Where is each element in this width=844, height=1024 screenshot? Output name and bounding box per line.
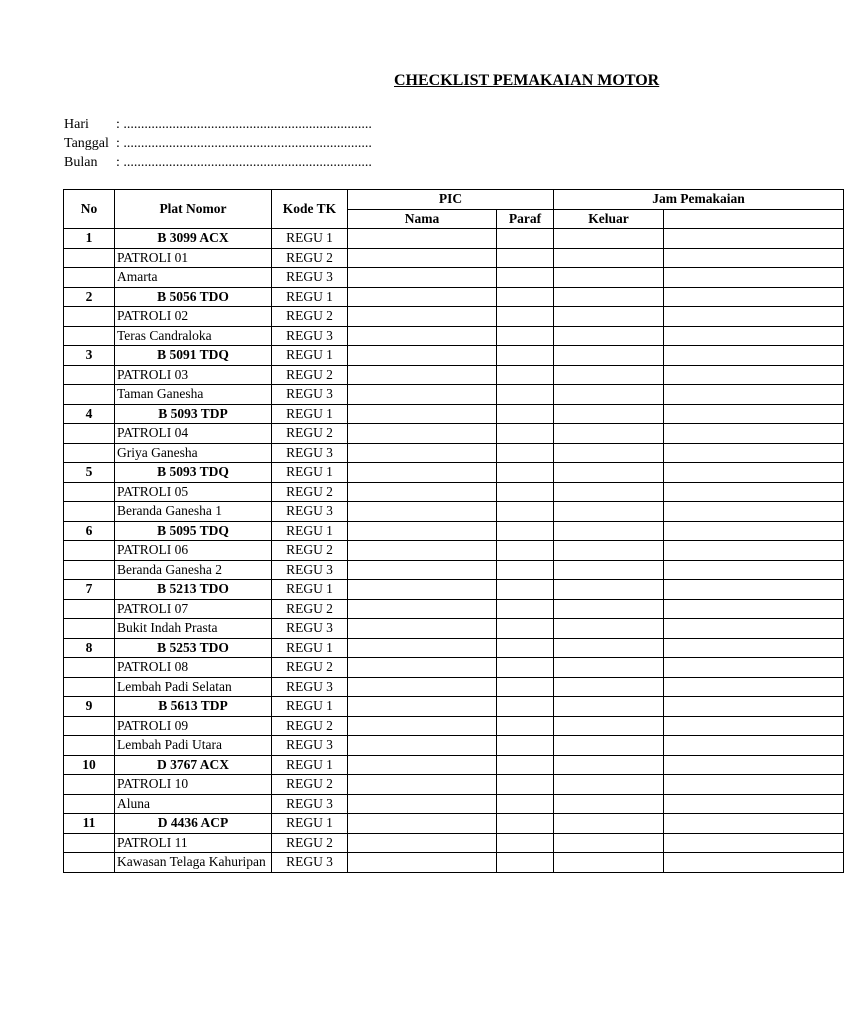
row-number-empty (64, 560, 115, 580)
nama-cell[interactable] (348, 521, 497, 541)
kode-tk: REGU 2 (272, 658, 348, 678)
kode-tk: REGU 3 (272, 677, 348, 697)
masuk-cell[interactable] (664, 424, 844, 444)
masuk-cell[interactable] (664, 443, 844, 463)
nama-cell[interactable] (348, 346, 497, 366)
header-plat-nomor: Plat Nomor (115, 190, 272, 229)
paraf-cell[interactable] (497, 619, 554, 639)
paraf-cell[interactable] (497, 463, 554, 483)
kode-tk: REGU 1 (272, 346, 348, 366)
table-row (64, 521, 844, 541)
row-number-empty (64, 307, 115, 327)
kode-tk: REGU 3 (272, 502, 348, 522)
table-row (64, 658, 844, 678)
paraf-cell[interactable] (497, 307, 554, 327)
paraf-cell[interactable] (497, 814, 554, 834)
keluar-cell[interactable] (554, 365, 664, 385)
area-name: Lembah Padi Selatan (115, 677, 272, 697)
paraf-cell[interactable] (497, 268, 554, 288)
paraf-cell[interactable] (497, 794, 554, 814)
table-row (64, 326, 844, 346)
document-title: CHECKLIST PEMAKAIAN MOTOR (394, 72, 660, 89)
plate-number: B 5056 TDO (115, 287, 272, 307)
paraf-cell[interactable] (497, 521, 554, 541)
masuk-cell[interactable] (664, 307, 844, 327)
table-row (64, 599, 844, 619)
nama-cell[interactable] (348, 658, 497, 678)
masuk-cell[interactable] (664, 463, 844, 483)
row-number-empty (64, 853, 115, 873)
kode-tk: REGU 3 (272, 853, 348, 873)
plate-number: B 5095 TDQ (115, 521, 272, 541)
masuk-cell[interactable] (664, 229, 844, 249)
masuk-cell[interactable] (664, 716, 844, 736)
paraf-cell[interactable] (497, 443, 554, 463)
patrol-name: PATROLI 05 (115, 482, 272, 502)
nama-cell[interactable] (348, 736, 497, 756)
table-row (64, 346, 844, 366)
keluar-cell[interactable] (554, 638, 664, 658)
nama-cell[interactable] (348, 716, 497, 736)
keluar-cell[interactable] (554, 677, 664, 697)
plate-number: B 5091 TDQ (115, 346, 272, 366)
masuk-cell[interactable] (664, 794, 844, 814)
paraf-cell[interactable] (497, 229, 554, 249)
keluar-cell[interactable] (554, 775, 664, 795)
row-number-empty (64, 268, 115, 288)
nama-cell[interactable] (348, 755, 497, 775)
meta-label: Tanggal (64, 136, 109, 151)
kode-tk: REGU 3 (272, 619, 348, 639)
keluar-cell[interactable] (554, 326, 664, 346)
keluar-cell[interactable] (554, 599, 664, 619)
paraf-cell[interactable] (497, 736, 554, 756)
table-row (64, 443, 844, 463)
row-number-empty (64, 502, 115, 522)
table-row (64, 268, 844, 288)
keluar-cell[interactable] (554, 463, 664, 483)
nama-cell[interactable] (348, 268, 497, 288)
keluar-cell[interactable] (554, 521, 664, 541)
patrol-name: PATROLI 08 (115, 658, 272, 678)
nama-cell[interactable] (348, 385, 497, 405)
table-row (64, 814, 844, 834)
keluar-cell[interactable] (554, 248, 664, 268)
row-number: 5 (64, 463, 115, 483)
table-row (64, 482, 844, 502)
kode-tk: REGU 1 (272, 229, 348, 249)
nama-cell[interactable] (348, 482, 497, 502)
table-row (64, 697, 844, 717)
row-number: 2 (64, 287, 115, 307)
patrol-name: PATROLI 11 (115, 833, 272, 853)
plate-number: B 5253 TDO (115, 638, 272, 658)
paraf-cell[interactable] (497, 287, 554, 307)
meta-value: : ....................................................................... (116, 117, 372, 132)
masuk-cell[interactable] (664, 853, 844, 873)
row-number: 3 (64, 346, 115, 366)
row-number: 11 (64, 814, 115, 834)
table-row (64, 541, 844, 561)
paraf-cell[interactable] (497, 599, 554, 619)
masuk-cell[interactable] (664, 346, 844, 366)
paraf-cell[interactable] (497, 365, 554, 385)
area-name: Griya Ganesha (115, 443, 272, 463)
row-number-empty (64, 775, 115, 795)
nama-cell[interactable] (348, 307, 497, 327)
table-row (64, 853, 844, 873)
nama-cell[interactable] (348, 365, 497, 385)
nama-cell[interactable] (348, 833, 497, 853)
patrol-name: PATROLI 03 (115, 365, 272, 385)
meta-row-hari (64, 115, 372, 134)
meta-row-tanggal (64, 134, 372, 153)
keluar-cell[interactable] (554, 424, 664, 444)
checklist-table (63, 189, 844, 873)
table-row (64, 677, 844, 697)
plate-number: D 3767 ACX (115, 755, 272, 775)
paraf-cell[interactable] (497, 482, 554, 502)
masuk-cell[interactable] (664, 599, 844, 619)
header-jam-pemakaian: Jam Pemakaian (554, 190, 844, 210)
area-name: Kawasan Telaga Kahuripan (115, 853, 272, 873)
patrol-name: PATROLI 09 (115, 716, 272, 736)
area-name: Lembah Padi Utara (115, 736, 272, 756)
row-number: 10 (64, 755, 115, 775)
row-number-empty (64, 736, 115, 756)
meta-label: Hari (64, 117, 89, 132)
masuk-cell[interactable] (664, 619, 844, 639)
paraf-cell[interactable] (497, 385, 554, 405)
nama-cell[interactable] (348, 619, 497, 639)
meta-value: : ....................................................................... (116, 155, 372, 170)
masuk-cell[interactable] (664, 658, 844, 678)
nama-cell[interactable] (348, 463, 497, 483)
masuk-cell[interactable] (664, 502, 844, 522)
row-number: 6 (64, 521, 115, 541)
row-number-empty (64, 658, 115, 678)
keluar-cell[interactable] (554, 385, 664, 405)
keluar-cell[interactable] (554, 833, 664, 853)
keluar-cell[interactable] (554, 794, 664, 814)
plate-number: B 5093 TDQ (115, 463, 272, 483)
row-number-empty (64, 482, 115, 502)
header-no: No (64, 190, 115, 229)
meta-value: : ....................................................................... (116, 136, 372, 151)
paraf-cell[interactable] (497, 755, 554, 775)
kode-tk: REGU 1 (272, 638, 348, 658)
masuk-cell[interactable] (664, 385, 844, 405)
table-row (64, 638, 844, 658)
header-pic: PIC (348, 190, 554, 210)
row-number: 8 (64, 638, 115, 658)
plate-number: B 5093 TDP (115, 404, 272, 424)
kode-tk: REGU 1 (272, 404, 348, 424)
table-row (64, 560, 844, 580)
masuk-cell[interactable] (664, 365, 844, 385)
keluar-cell[interactable] (554, 619, 664, 639)
kode-tk: REGU 2 (272, 775, 348, 795)
table-row (64, 229, 844, 249)
header-kode-tk: Kode TK (272, 190, 348, 229)
patrol-name: PATROLI 02 (115, 307, 272, 327)
patrol-name: PATROLI 07 (115, 599, 272, 619)
kode-tk: REGU 2 (272, 541, 348, 561)
kode-tk: REGU 1 (272, 580, 348, 600)
kode-tk: REGU 3 (272, 268, 348, 288)
paraf-cell[interactable] (497, 424, 554, 444)
kode-tk: REGU 2 (272, 424, 348, 444)
nama-cell[interactable] (348, 638, 497, 658)
row-number-empty (64, 794, 115, 814)
masuk-cell[interactable] (664, 833, 844, 853)
row-number-empty (64, 716, 115, 736)
row-number: 9 (64, 697, 115, 717)
nama-cell[interactable] (348, 814, 497, 834)
kode-tk: REGU 2 (272, 482, 348, 502)
keluar-cell[interactable] (554, 716, 664, 736)
table-row (64, 385, 844, 405)
header-row-top (64, 190, 844, 210)
table-row (64, 502, 844, 522)
paraf-cell[interactable] (497, 502, 554, 522)
kode-tk: REGU 2 (272, 833, 348, 853)
paraf-cell[interactable] (497, 853, 554, 873)
kode-tk: REGU 1 (272, 814, 348, 834)
plate-number: D 4436 ACP (115, 814, 272, 834)
kode-tk: REGU 2 (272, 365, 348, 385)
area-name: Teras Candraloka (115, 326, 272, 346)
paraf-cell[interactable] (497, 833, 554, 853)
nama-cell[interactable] (348, 560, 497, 580)
row-number-empty (64, 385, 115, 405)
nama-cell[interactable] (348, 580, 497, 600)
area-name: Beranda Ganesha 2 (115, 560, 272, 580)
table-row (64, 404, 844, 424)
keluar-cell[interactable] (554, 697, 664, 717)
header-nama: Nama (348, 209, 497, 229)
kode-tk: REGU 3 (272, 443, 348, 463)
patrol-name: PATROLI 01 (115, 248, 272, 268)
table-row (64, 716, 844, 736)
keluar-cell[interactable] (554, 736, 664, 756)
keluar-cell[interactable] (554, 560, 664, 580)
keluar-cell[interactable] (554, 658, 664, 678)
row-number-empty (64, 248, 115, 268)
masuk-cell[interactable] (664, 482, 844, 502)
masuk-cell[interactable] (664, 326, 844, 346)
masuk-cell[interactable] (664, 755, 844, 775)
paraf-cell[interactable] (497, 580, 554, 600)
table-row (64, 736, 844, 756)
nama-cell[interactable] (348, 775, 497, 795)
row-number: 1 (64, 229, 115, 249)
kode-tk: REGU 3 (272, 794, 348, 814)
nama-cell[interactable] (348, 599, 497, 619)
kode-tk: REGU 2 (272, 248, 348, 268)
keluar-cell[interactable] (554, 307, 664, 327)
patrol-name: PATROLI 04 (115, 424, 272, 444)
row-number-empty (64, 677, 115, 697)
keluar-cell[interactable] (554, 580, 664, 600)
nama-cell[interactable] (348, 424, 497, 444)
kode-tk: REGU 3 (272, 736, 348, 756)
masuk-cell[interactable] (664, 677, 844, 697)
masuk-cell[interactable] (664, 404, 844, 424)
nama-cell[interactable] (348, 326, 497, 346)
keluar-cell[interactable] (554, 404, 664, 424)
keluar-cell[interactable] (554, 443, 664, 463)
patrol-name: PATROLI 10 (115, 775, 272, 795)
table-row (64, 775, 844, 795)
masuk-cell[interactable] (664, 580, 844, 600)
row-number-empty (64, 365, 115, 385)
nama-cell[interactable] (348, 853, 497, 873)
nama-cell[interactable] (348, 229, 497, 249)
area-name: Bukit Indah Prasta (115, 619, 272, 639)
masuk-cell[interactable] (664, 287, 844, 307)
keluar-cell[interactable] (554, 229, 664, 249)
masuk-cell[interactable] (664, 560, 844, 580)
keluar-cell[interactable] (554, 853, 664, 873)
nama-cell[interactable] (348, 677, 497, 697)
keluar-cell[interactable] (554, 268, 664, 288)
row-number-empty (64, 326, 115, 346)
kode-tk: REGU 1 (272, 697, 348, 717)
kode-tk: REGU 3 (272, 385, 348, 405)
masuk-cell[interactable] (664, 268, 844, 288)
keluar-cell[interactable] (554, 482, 664, 502)
header-masuk (664, 209, 844, 229)
nama-cell[interactable] (348, 287, 497, 307)
nama-cell[interactable] (348, 794, 497, 814)
masuk-cell[interactable] (664, 541, 844, 561)
masuk-cell[interactable] (664, 638, 844, 658)
masuk-cell[interactable] (664, 775, 844, 795)
keluar-cell[interactable] (554, 346, 664, 366)
masuk-cell[interactable] (664, 248, 844, 268)
area-name: Aluna (115, 794, 272, 814)
row-number: 4 (64, 404, 115, 424)
paraf-cell[interactable] (497, 560, 554, 580)
paraf-cell[interactable] (497, 541, 554, 561)
nama-cell[interactable] (348, 248, 497, 268)
keluar-cell[interactable] (554, 755, 664, 775)
table-row (64, 307, 844, 327)
kode-tk: REGU 2 (272, 716, 348, 736)
keluar-cell[interactable] (554, 502, 664, 522)
paraf-cell[interactable] (497, 404, 554, 424)
keluar-cell[interactable] (554, 287, 664, 307)
kode-tk: REGU 2 (272, 307, 348, 327)
paraf-cell[interactable] (497, 638, 554, 658)
row-number-empty (64, 619, 115, 639)
nama-cell[interactable] (348, 541, 497, 561)
keluar-cell[interactable] (554, 814, 664, 834)
kode-tk: REGU 1 (272, 287, 348, 307)
row-number-empty (64, 599, 115, 619)
table-row (64, 580, 844, 600)
table-body (64, 229, 844, 873)
masuk-cell[interactable] (664, 814, 844, 834)
header-paraf: Paraf (497, 209, 554, 229)
kode-tk: REGU 1 (272, 463, 348, 483)
kode-tk: REGU 2 (272, 599, 348, 619)
table-row (64, 794, 844, 814)
table-row (64, 424, 844, 444)
patrol-name: PATROLI 06 (115, 541, 272, 561)
paraf-cell[interactable] (497, 326, 554, 346)
table-row (64, 619, 844, 639)
plate-number: B 3099 ACX (115, 229, 272, 249)
table-row (64, 365, 844, 385)
paraf-cell[interactable] (497, 346, 554, 366)
plate-number: B 5213 TDO (115, 580, 272, 600)
plate-number: B 5613 TDP (115, 697, 272, 717)
table-row (64, 463, 844, 483)
area-name: Amarta (115, 268, 272, 288)
table-row (64, 755, 844, 775)
table-row (64, 833, 844, 853)
table-row (64, 287, 844, 307)
kode-tk: REGU 3 (272, 560, 348, 580)
paraf-cell[interactable] (497, 677, 554, 697)
meta-row-bulan (64, 153, 372, 172)
row-number-empty (64, 541, 115, 561)
masuk-cell[interactable] (664, 521, 844, 541)
paraf-cell[interactable] (497, 716, 554, 736)
meta-fields (64, 115, 372, 172)
row-number: 7 (64, 580, 115, 600)
area-name: Beranda Ganesha 1 (115, 502, 272, 522)
header-keluar: Keluar (554, 209, 664, 229)
row-number-empty (64, 833, 115, 853)
meta-label: Bulan (64, 155, 98, 170)
masuk-cell[interactable] (664, 697, 844, 717)
paraf-cell[interactable] (497, 248, 554, 268)
row-number-empty (64, 424, 115, 444)
kode-tk: REGU 1 (272, 521, 348, 541)
kode-tk: REGU 3 (272, 326, 348, 346)
area-name: Taman Ganesha (115, 385, 272, 405)
nama-cell[interactable] (348, 697, 497, 717)
paraf-cell[interactable] (497, 697, 554, 717)
nama-cell[interactable] (348, 502, 497, 522)
table-row (64, 248, 844, 268)
nama-cell[interactable] (348, 443, 497, 463)
paraf-cell[interactable] (497, 658, 554, 678)
kode-tk: REGU 1 (272, 755, 348, 775)
row-number-empty (64, 443, 115, 463)
paraf-cell[interactable] (497, 775, 554, 795)
masuk-cell[interactable] (664, 736, 844, 756)
nama-cell[interactable] (348, 404, 497, 424)
keluar-cell[interactable] (554, 541, 664, 561)
